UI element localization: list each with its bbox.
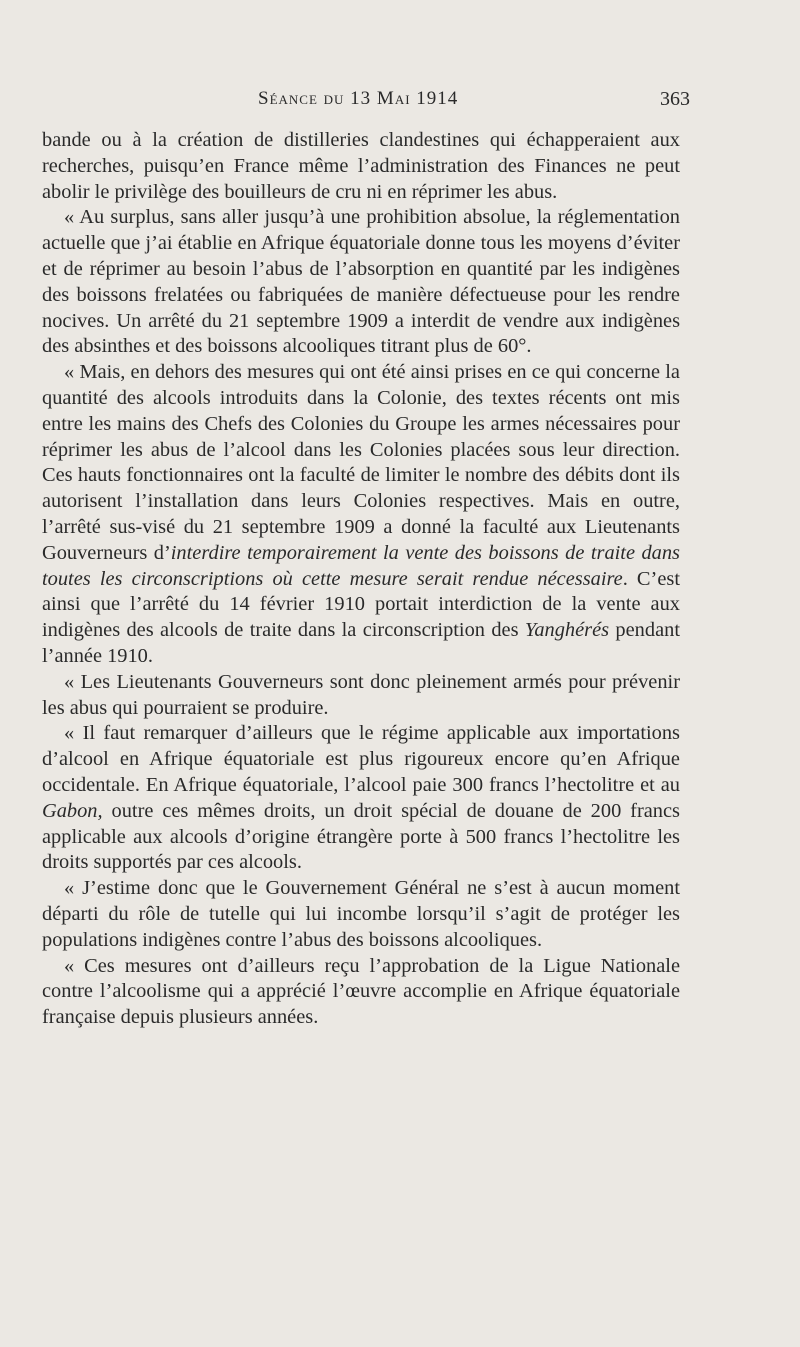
running-head — [42, 88, 688, 118]
paragraph-text: bande ou à la création de distilleries clandestines qui échapperaient aux recherches, puisqu’en France même l’administration des Finances ne peut abolir le privilège des bouilleurs de cru ni en réprimer les abus. — [42, 129, 680, 203]
paragraph — [42, 128, 680, 205]
paragraph-text: « Il faut remarquer d’ailleurs que le régime applicable aux importations d’alcool en Afrique équatoriale est plus rigoureux encore qu’en Afrique occidentale. En Afrique équatoriale, l’alcool paie 300 francs l’hectolitre et au — [42, 722, 680, 796]
paragraph-text: « Les Lieutenants Gouverneurs sont donc pleinement armés pour prévenir les abus qui pourraient se produire. — [42, 670, 680, 719]
italic-place-name: Gabon, — [42, 799, 103, 822]
paragraph-text: « Au surplus, sans aller jusqu’à une prohibition absolue, la réglementation actuelle que j’ai établie en Afrique équatoriale donne tous les moyens d’éviter et de réprimer au besoin l’abus de l’absorption en quantité par les indigènes des boissons frelatées ou fabriquées de manière défectueuse pour les rendre nocives. Un arrêté du 21 septembre 1909 a interdit de vendre aux indigènes des absinthes et des boissons alcooliques titrant plus de 60°. — [42, 206, 680, 358]
paragraph — [42, 205, 680, 360]
paragraph — [42, 876, 680, 953]
paragraph — [42, 721, 680, 876]
paragraph-text: « Mais, en dehors des mesures qui ont été ainsi prises en ce qui concerne la quantité des alcools introduits dans la Colonie, des textes récents ont mis entre les mains des Chefs des Colonies du Groupe les armes nécessaires pour réprimer les abus de l’alcool dans les Colonies placées sous leur direction. Ces hauts fonctionnaires ont la faculté de limiter le nombre des débits dont ils autorisent l’installation dans leurs Colonies respectives. Mais en outre, l’arrêté sus-visé du 21 septembre 1909 a donné la faculté aux Lieutenants Gouverneurs d’ — [42, 361, 680, 564]
running-title: Séance du 13 Mai 1914 — [258, 88, 459, 109]
paragraph — [42, 670, 680, 722]
paragraph — [42, 954, 680, 1031]
body-text — [42, 128, 680, 1031]
italic-quote: interdire temporairement la vente des boissons de traite dans toutes les circonscriptions où cette mesure serait rendue nécessaire — [42, 541, 680, 590]
paragraph-text: pendant l’année 1910. — [42, 619, 680, 667]
paragraph-text: « J’estime donc que le Gouvernement Général ne s’est à aucun moment départi du rôle de tutelle qui lui incombe lorsqu’il s’agit de protéger les populations indigènes contre l’abus des boissons alcooliques. — [42, 877, 680, 951]
italic-place-name: Yanghérés — [524, 619, 610, 642]
page-number: 363 — [660, 88, 690, 110]
paragraph — [42, 360, 680, 670]
paragraph-text: « Ces mesures ont d’ailleurs reçu l’approbation de la Ligue Nationale contre l’alcoolisme qui a apprécié l’œuvre accomplie en Afrique équatoriale française depuis plusieurs années. — [42, 954, 680, 1029]
paragraph-text: . C’est ainsi que l’arrêté du 14 février 1910 portait interdiction de la vente aux indigènes des alcools de traite dans la circonscription des — [42, 567, 680, 642]
paragraph-text: outre ces mêmes droits, un droit spécial de douane de 200 francs applicable aux alcools d’origine étrangère porte à 500 francs l’hectolitre les droits supportés par ces alcools. — [42, 799, 680, 874]
